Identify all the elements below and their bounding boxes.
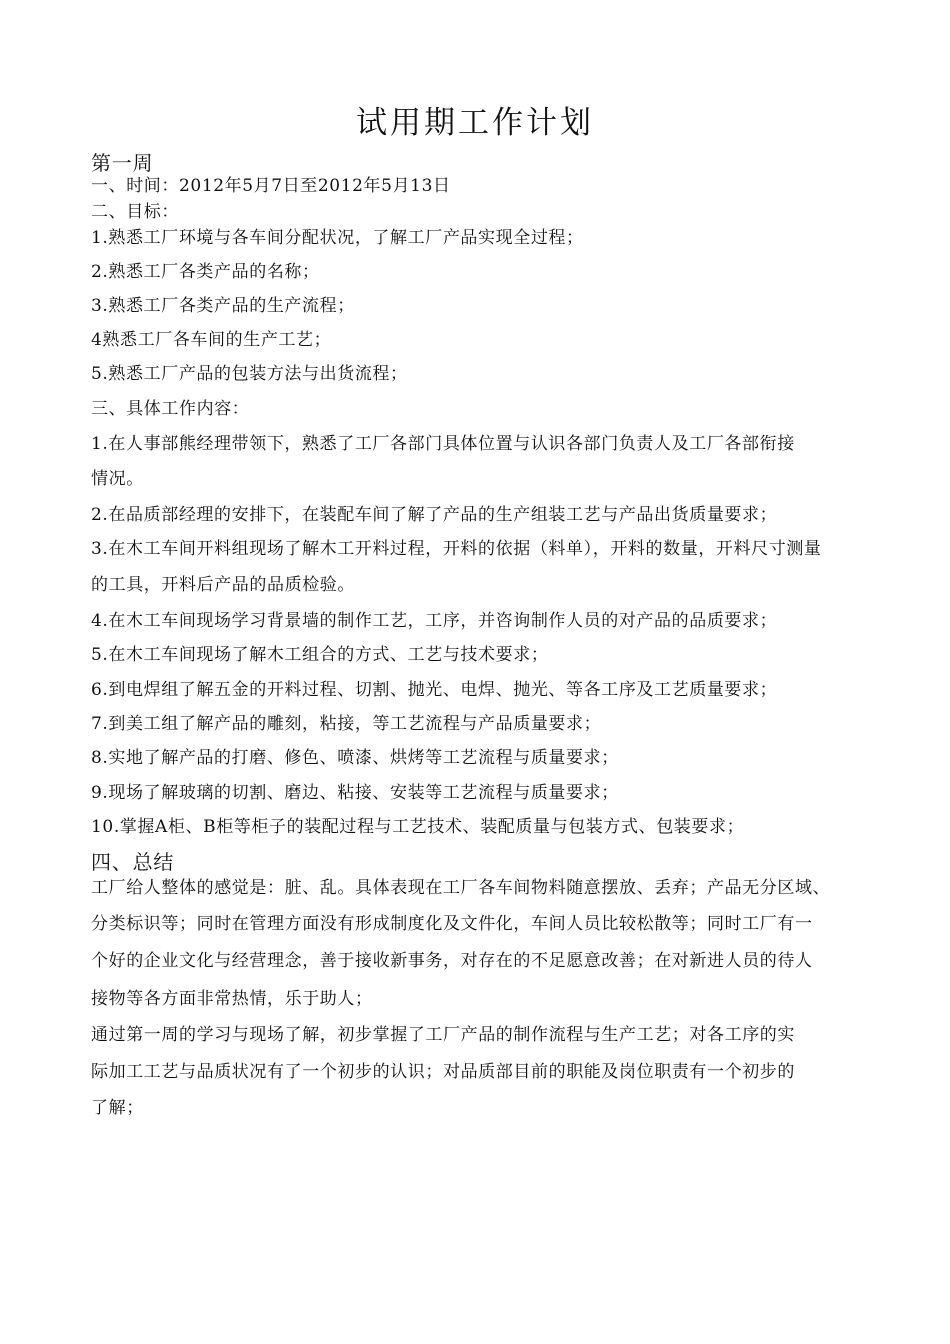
- content-line: 8.实地了解产品的打磨、修色、喷漆、烘烤等工艺流程与质量要求；: [91, 748, 619, 768]
- content-line: 情况。: [91, 469, 144, 489]
- summary-line: 通过第一周的学习与现场了解，初步掌握了工厂产品的制作流程与生产工艺；对各工序的实: [91, 1025, 795, 1045]
- goal-item: 5.熟悉工厂产品的包装方法与出货流程；: [91, 364, 408, 384]
- content-line: 4.在木工车间现场学习背景墙的制作工艺，工序，并咨询制作人员的对产品的品质要求；: [91, 611, 778, 631]
- content-line: 7.到美工组了解产品的雕刻，粘接，等工艺流程与产品质量要求；: [91, 714, 602, 734]
- week-heading: 第一周: [91, 151, 154, 175]
- summary-line: 工厂给人整体的感觉是：脏、乱。具体表现在工厂各车间物料随意摆放、丢弃；产品无分区域、: [91, 878, 831, 898]
- goals-heading: 二、目标：: [91, 202, 179, 222]
- summary-line: 了解；: [91, 1098, 144, 1118]
- summary-line: 接物等各方面非常热情，乐于助人；: [91, 989, 373, 1009]
- content-heading: 三、具体工作内容：: [91, 399, 250, 419]
- goal-item: 4熟悉工厂各车间的生产工艺；: [91, 330, 332, 350]
- summary-heading: 四、总结: [91, 850, 175, 874]
- document-title: 试用期工作计划: [356, 105, 594, 141]
- content-line: 2.在品质部经理的安排下，在装配车间了解了产品的生产组装工艺与产品出货质量要求；: [91, 505, 778, 525]
- content-line: 5.在木工车间现场了解木工组合的方式、工艺与技术要求；: [91, 645, 549, 665]
- goal-item: 2.熟悉工厂各类产品的名称；: [91, 262, 320, 282]
- content-line: 1.在人事部熊经理带领下，熟悉了工厂各部门具体位置与认识各部门负责人及工厂各部衔接: [91, 434, 795, 454]
- goal-item: 1.熟悉工厂环境与各车间分配状况，了解工厂产品实现全过程；: [91, 228, 584, 248]
- goal-item: 3.熟悉工厂各类产品的生产流程；: [91, 296, 355, 316]
- content-line: 9.现场了解玻璃的切割、磨边、粘接、安装等工艺流程与质量要求；: [91, 783, 619, 803]
- content-line: 10.掌握A柜、B柜等柜子的装配过程与工艺技术、装配质量与包装方式、包装要求；: [91, 817, 745, 837]
- time-line: 一、时间：2012年5月7日至2012年5月13日: [91, 176, 451, 196]
- content-line: 6.到电焊组了解五金的开料过程、切割、抛光、电焊、抛光、等各工序及工艺质量要求；: [91, 680, 778, 700]
- content-line: 的工具，开料后产品的品质检验。: [91, 575, 355, 595]
- summary-line: 个好的企业文化与经营理念，善于接收新事务，对存在的不足愿意改善；在对新进人员的待人: [91, 951, 813, 971]
- summary-line: 际加工工艺与品质状况有了一个初步的认识；对品质部目前的职能及岗位职责有一个初步的: [91, 1062, 795, 1082]
- summary-line: 分类标识等；同时在管理方面没有形成制度化及文件化，车间人员比较松散等；同时工厂有一: [91, 914, 813, 934]
- content-line: 3.在木工车间开料组现场了解木工开料过程，开料的依据（料单），开料的数量，开料尺寸测量: [91, 539, 822, 559]
